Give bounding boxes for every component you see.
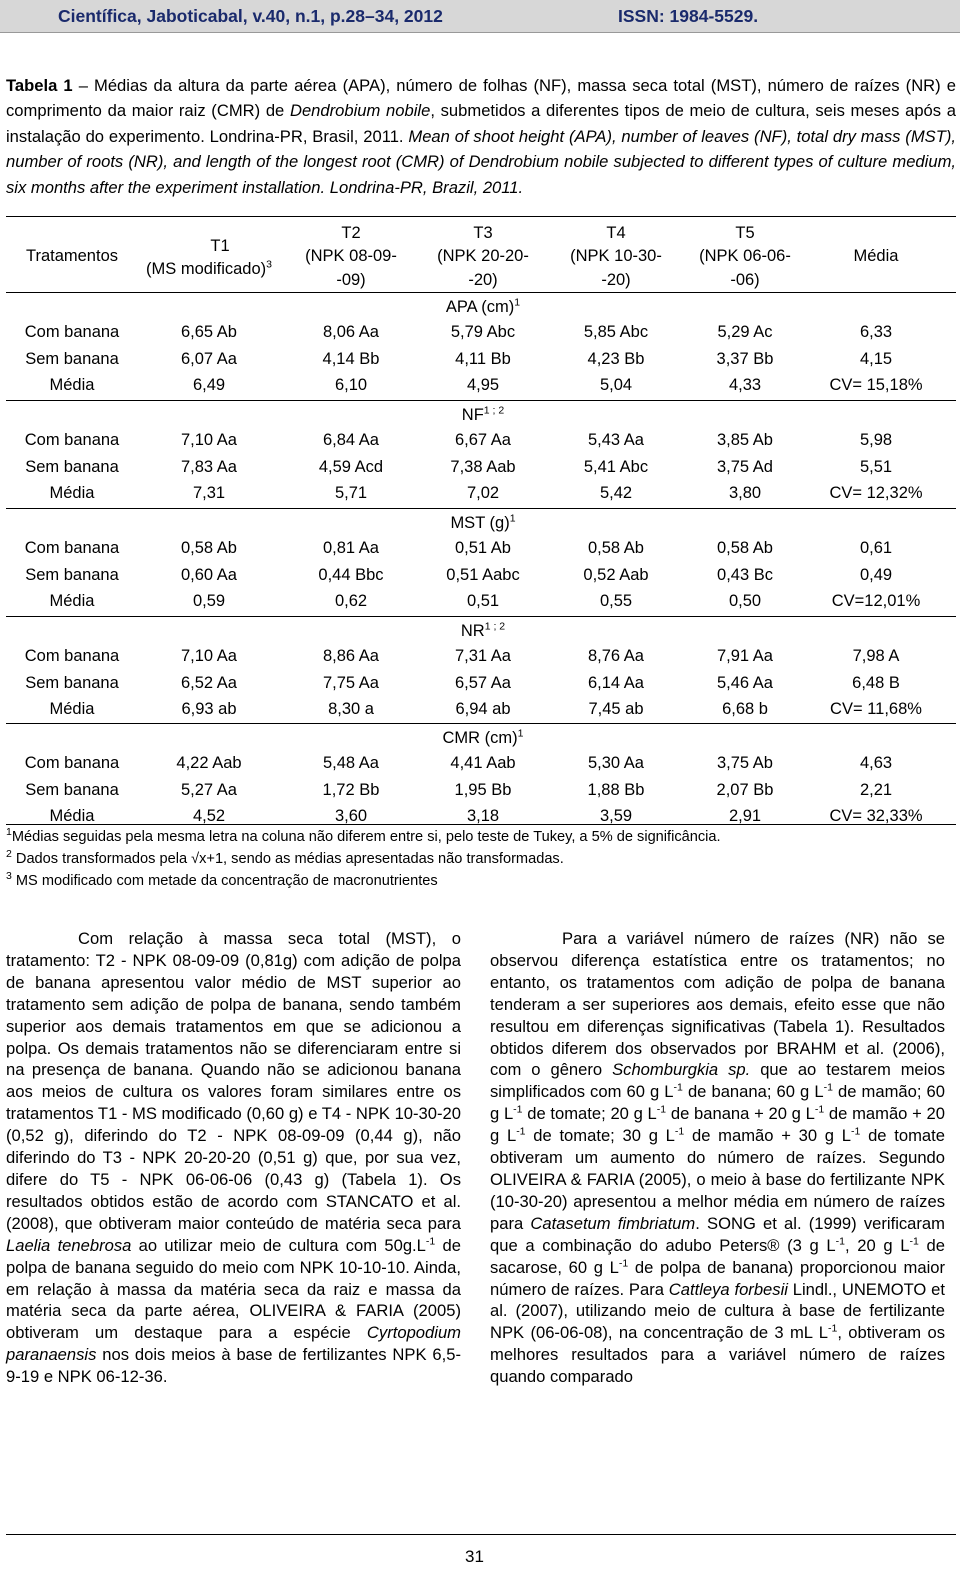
header-t1-name: T1: [210, 237, 230, 255]
section-title-text: MST (g): [450, 514, 510, 532]
footnote-mark: 3: [6, 870, 12, 883]
mean-cell: 0,61: [859, 539, 893, 557]
row-label: Sem banana: [25, 780, 119, 799]
section-rule: [6, 508, 956, 509]
row-label: Com banana: [24, 323, 120, 341]
superscript: -1: [674, 1125, 685, 1138]
table-caption: [6, 73, 956, 200]
section-title-text: NR: [460, 622, 485, 640]
value-cell: 4,52: [192, 807, 226, 825]
superscript: -1: [425, 1235, 436, 1248]
text: . SONG et al. (1999) verificaram que a combinação do adubo Peters® (3 g L: [490, 1213, 945, 1255]
mean-cell: CV= 11,68%: [830, 700, 922, 718]
value-cell: 0,43 Bc: [717, 565, 773, 584]
section-rule: [6, 616, 956, 617]
value-cell: 5,29 Ac: [717, 323, 773, 341]
superscript: -1: [516, 1125, 526, 1138]
row-label: Com banana: [24, 647, 120, 665]
row-label: Com banana: [24, 539, 120, 557]
value-cell: 8,30 a: [328, 700, 374, 718]
superscript: -1: [835, 1235, 846, 1248]
value-cell: 0,62: [334, 592, 368, 610]
species-name: Cattleya forbesii: [668, 1279, 788, 1299]
mean-cell: 7,98 A: [852, 647, 900, 665]
text: de tomate; 20 g L: [522, 1104, 657, 1124]
value-cell: 6,94 ab: [455, 700, 511, 718]
section-title: [383, 728, 583, 748]
footnote-mark: 2: [6, 848, 12, 861]
superscript: -1: [618, 1257, 629, 1270]
value-cell: 7,10 Aa: [181, 431, 237, 449]
value-cell: 0,58 Ab: [717, 539, 773, 557]
mean-cell: 0,49: [859, 565, 893, 584]
footer-rule: [6, 1534, 956, 1535]
row-label: Média: [49, 807, 95, 825]
table-top-rule: [6, 216, 956, 217]
section-title: [383, 513, 583, 533]
superscript: -1: [673, 1081, 683, 1094]
header-t3-name: T3: [473, 224, 493, 242]
row-label: Média: [49, 592, 95, 610]
genus-name: Schomburgkia sp.: [612, 1060, 751, 1080]
value-cell: 6,07 Aa: [181, 349, 237, 368]
header-t1-desc: [124, 259, 294, 279]
footnote-text: Dados transformados pela √x+1, sendo as médias apresentadas não transformadas.: [11, 851, 564, 867]
mean-cell: 4,63: [859, 754, 893, 772]
footnote: [6, 872, 438, 890]
value-cell: 0,60 Aa: [181, 565, 237, 584]
value-cell: 6,84 Aa: [323, 431, 379, 449]
row-label: Com banana: [24, 754, 120, 772]
superscript: -1: [513, 1103, 523, 1116]
value-cell: 5,42: [599, 484, 633, 502]
superscript: -1: [827, 1322, 838, 1335]
header-t4-line2: -20): [601, 271, 631, 289]
text: Lindl., UNEMOTO et al. (2007), utilizando meio de cultura à base de fertilizante NPK (06-06-08), na concentração de 3 mL L: [490, 1279, 945, 1343]
value-cell: 8,76 Aa: [588, 647, 644, 665]
footnote-mark: 1 ; 2: [483, 404, 505, 417]
value-cell: 1,95 Bb: [454, 780, 512, 799]
table-label: Tabela 1: [6, 76, 73, 95]
value-cell: 4,14 Bb: [322, 349, 380, 368]
value-cell: 3,37 Bb: [716, 349, 774, 368]
issn: [618, 6, 758, 27]
footnote-text: MS modificado com metade da concentração de macronutrientes: [11, 873, 438, 889]
text: que ao testarem meios simplificados com 60 g L: [490, 1060, 945, 1102]
value-cell: 6,93 ab: [181, 700, 237, 718]
header-t3-line1: (NPK 20-20-: [437, 247, 529, 265]
text: de mamão; 60 g L: [490, 1082, 946, 1124]
caption-text: , submetidos a diferentes tipos de meio de cultura, seis meses após a instalação do experimento. Londrina-PR, Brasil, 2011.: [6, 101, 956, 146]
left-column: [6, 928, 461, 1388]
value-cell: 5,85 Abc: [583, 323, 649, 341]
value-cell: 0,58 Ab: [588, 539, 644, 557]
text: , 20 g L: [845, 1235, 910, 1255]
mean-cell: 5,51: [859, 457, 893, 476]
header-t4-line1: (NPK 10-30-: [570, 247, 662, 265]
superscript: -1: [656, 1103, 667, 1116]
mean-cell: 6,48 B: [852, 673, 900, 692]
text: , obtiveram os melhores resultados para a variável número de raízes quando comparado: [490, 1323, 945, 1387]
value-cell: 0,51 Ab: [455, 539, 511, 557]
value-cell: 0,81 Aa: [323, 539, 379, 557]
value-cell: 2,91: [728, 807, 762, 825]
value-cell: 8,06 Aa: [323, 323, 379, 341]
value-cell: 0,51 Aabc: [446, 565, 520, 584]
value-cell: 4,23 Bb: [587, 349, 645, 368]
footnote-mark: 3: [266, 258, 272, 271]
header-t4-name: T4: [606, 224, 626, 242]
value-cell: 4,33: [728, 376, 762, 394]
text: de sacarose, 60 g L: [490, 1235, 945, 1277]
value-cell: 4,41 Aab: [450, 754, 516, 772]
value-cell: 6,10: [334, 376, 368, 394]
header-t2-name: T2: [341, 224, 361, 242]
row-label: Média: [49, 484, 95, 502]
superscript: -1: [851, 1125, 861, 1138]
superscript: -1: [814, 1103, 825, 1116]
footnote: [6, 828, 721, 846]
value-cell: 1,88 Bb: [587, 780, 645, 799]
row-label: Sem banana: [25, 565, 119, 584]
caption-text: – Médias da altura da parte aérea (APA), número de folhas (NF), massa seca total (MST), número de raízes (NR) e comprimento da maior raiz (CMR) de: [6, 76, 956, 121]
caption-species: Dendrobium nobile: [289, 101, 431, 121]
value-cell: 0,50: [728, 592, 762, 610]
species-name: Cyrtopodium paranaensis: [6, 1323, 461, 1365]
value-cell: 7,31: [192, 484, 226, 502]
section-title: [383, 405, 583, 425]
mean-cell: 4,15: [859, 349, 893, 368]
header-t2-line2: -09): [336, 271, 366, 289]
header-t2-line1: (NPK 08-09-: [305, 247, 397, 265]
issn-label: ISSN: [618, 6, 659, 26]
row-label: Sem banana: [25, 457, 119, 476]
value-cell: 7,83 Aa: [181, 457, 237, 476]
footnote-mark: 1 ; 2: [484, 620, 506, 633]
species-name: Laelia tenebrosa: [6, 1235, 132, 1255]
header-t1-desc-text: (MS modificado): [146, 260, 267, 278]
caption-english: Mean of shoot height (APA), number of leaves (NF), total dry mass (MST), number of roots (NR), and length of the longest root (CMR) of Dendrobium nobile subjected to different types of culture medium, six months after the experiment installation. Londrina-PR, Brazil, 2011.: [6, 126, 956, 197]
right-column: [490, 928, 945, 1388]
mean-cell: 2,21: [859, 780, 893, 799]
value-cell: 6,67 Aa: [455, 431, 511, 449]
value-cell: 6,52 Aa: [181, 673, 237, 692]
value-cell: 2,07 Bb: [716, 780, 774, 799]
value-cell: 0,55: [599, 592, 633, 610]
value-cell: 5,43 Aa: [588, 431, 644, 449]
header-t3-line2: -20): [468, 271, 498, 289]
value-cell: 7,91 Aa: [717, 647, 773, 665]
value-cell: 5,79 Abc: [450, 323, 516, 341]
value-cell: 0,51: [466, 592, 500, 610]
value-cell: 1,72 Bb: [322, 780, 380, 799]
value-cell: 5,30 Aa: [588, 754, 644, 772]
value-cell: 0,44 Bbc: [318, 565, 384, 584]
value-cell: 5,71: [334, 484, 368, 502]
value-cell: 4,95: [466, 376, 500, 394]
header-t5-name: T5: [735, 224, 755, 242]
value-cell: 3,75 Ad: [717, 457, 773, 476]
text: Com relação à massa seca total (MST), o tratamento: T2 - NPK 08-09-09 (0,81g) com adição de polpa de banana apresentou valor médio de MST superior ao tratamento sem adição de polpa de banana, sendo também superior aos demais tratamentos em que se adicionou a polpa. Os demais tratamentos não se diferenciaram entre si na presença de banana. Quando não se adicionou banana aos meios de cultura os valores foram similares entre os tratamentos T1 - MS modificado (0,60 g) e T4 - NPK 10-30-20 (0,52 g), diferindo do T2 - NPK 08-09-09 (0,44 g), não diferindo do T3 - NPK 20-20-20 (0,51 g) que, por sua vez, difere do T5 - NPK 06-06-06 (0,43 g) (Tabela 1). Os resultados obtidos estão de acordo com STANCATO et al. (2008), que obtiveram maior conteúdo de matéria seca para: [6, 929, 461, 1233]
mean-cell: CV= 15,18%: [829, 376, 923, 394]
value-cell: 5,48 Aa: [323, 754, 379, 772]
journal-header: [0, 0, 960, 33]
value-cell: 6,14 Aa: [588, 673, 644, 692]
value-cell: 6,57 Aa: [455, 673, 511, 692]
text: de banana + 20 g L: [666, 1104, 815, 1124]
section-title: [383, 297, 583, 317]
value-cell: 0,59: [192, 592, 226, 610]
value-cell: 0,52 Aab: [583, 565, 649, 584]
issn-value: : 1984-5529.: [658, 6, 759, 26]
value-cell: 0,58 Ab: [181, 539, 237, 557]
page-number: 31: [465, 1547, 484, 1566]
value-cell: 8,86 Aa: [323, 647, 379, 665]
header-media: Média: [853, 247, 899, 265]
value-cell: 4,22 Aab: [176, 754, 242, 772]
text: de tomate obtiveram um aumento do número de raízes. Segundo OLIVEIRA & FARIA (2005), o meio à base do fertilizante NPK (10-30-20) apresentou a melhor média em número de raízes para: [490, 1126, 945, 1233]
value-cell: 3,60: [334, 807, 368, 825]
superscript: -1: [909, 1235, 919, 1248]
mean-cell: CV= 12,32%: [829, 484, 923, 502]
header-t5-line2: -06): [730, 271, 760, 289]
value-cell: 3,59: [599, 807, 633, 825]
header-t5-line1: (NPK 06-06-: [699, 247, 791, 265]
header-tratamentos: Tratamentos: [25, 247, 118, 265]
value-cell: 5,41 Abc: [583, 457, 649, 476]
value-cell: 6,49: [192, 376, 226, 394]
row-label: Média: [49, 700, 95, 718]
text: nos dois meios à base de fertilizantes NPK 6,5-9-19 e NPK 06-12-36.: [6, 1345, 461, 1387]
footnote-mark: 1: [514, 296, 521, 309]
value-cell: 6,65 Ab: [181, 323, 237, 341]
value-cell: 7,02: [466, 484, 500, 502]
value-cell: 5,46 Aa: [717, 673, 773, 692]
mean-cell: 5,98: [859, 431, 893, 449]
paragraph: [490, 928, 945, 1388]
row-label: Sem banana: [25, 673, 119, 692]
row-label: Sem banana: [25, 349, 119, 368]
value-cell: 3,85 Ab: [717, 431, 773, 449]
value-cell: 7,31 Aa: [455, 647, 511, 665]
section-title: [383, 621, 583, 641]
table-bottom-rule: [6, 824, 956, 825]
value-cell: 4,59 Acd: [318, 457, 384, 476]
footnote-mark: 1: [6, 826, 12, 839]
row-label: Média: [49, 376, 95, 394]
superscript: -1: [823, 1081, 833, 1094]
section-rule: [6, 292, 956, 293]
value-cell: 3,18: [466, 807, 500, 825]
section-rule: [6, 723, 956, 724]
mean-cell: CV=12,01%: [831, 592, 921, 610]
text: ao utilizar meio de cultura com 50g.L: [131, 1235, 426, 1255]
text: de polpa de banana seguido do meio com NPK 10-10-10. Ainda, em relação à massa da matéria seca da raiz e massa da matéria seca da parte aérea, OLIVEIRA & FARIA (2005) obtiveram um destaque para a espécie: [6, 1235, 461, 1343]
section-rule: [6, 400, 956, 401]
value-cell: 3,80: [728, 484, 762, 502]
paragraph: [6, 928, 461, 1388]
value-cell: 4,11 Bb: [455, 349, 511, 368]
value-cell: 7,38 Aab: [450, 457, 516, 476]
mean-cell: CV= 32,33%: [829, 807, 923, 825]
species-name: Catasetum fimbriatum: [530, 1213, 696, 1233]
section-title-text: APA (cm): [445, 298, 515, 316]
value-cell: 5,27 Aa: [181, 780, 237, 799]
value-cell: 3,75 Ab: [717, 754, 773, 772]
text: de banana; 60 g L: [682, 1082, 824, 1102]
text: de polpa de banana) proporcionou maior número de raízes. Para: [490, 1257, 946, 1299]
value-cell: 6,68 b: [722, 700, 768, 718]
footnote: [6, 850, 564, 868]
journal-citation: Científica, Jaboticabal, v.40, n.1, p.28–34, 2012: [58, 6, 443, 26]
text: de mamão + 30 g L: [684, 1126, 851, 1146]
text: de mamão + 20 g L: [490, 1104, 945, 1146]
footnote-text: Médias seguidas pela mesma letra na coluna não diferem entre si, pelo teste de Tukey, a 5% de significância.: [11, 829, 721, 845]
value-cell: 7,45 ab: [588, 700, 644, 718]
footnote-mark: 1: [509, 512, 516, 525]
value-cell: 7,75 Aa: [323, 673, 379, 692]
mean-cell: 6,33: [859, 323, 893, 341]
row-label: Com banana: [24, 431, 120, 449]
text: Para a variável número de raízes (NR) não se observou diferença estatística entre os tratamentos; no entanto, os tratamentos com adição de polpa de banana tenderam a ser superiores aos demais, efeito esse que não resultou em diferenças significativas (Tabela 1). Resultados obtidos diferem dos observados por BRAHM et al. (2006), com o gênero: [490, 929, 945, 1080]
section-title-text: NF: [461, 406, 484, 424]
text: de tomate; 30 g L: [525, 1126, 675, 1146]
footnote-mark: 1: [517, 727, 524, 740]
value-cell: 7,10 Aa: [181, 647, 237, 665]
section-title-text: CMR (cm): [442, 729, 518, 747]
value-cell: 5,04: [599, 376, 633, 394]
